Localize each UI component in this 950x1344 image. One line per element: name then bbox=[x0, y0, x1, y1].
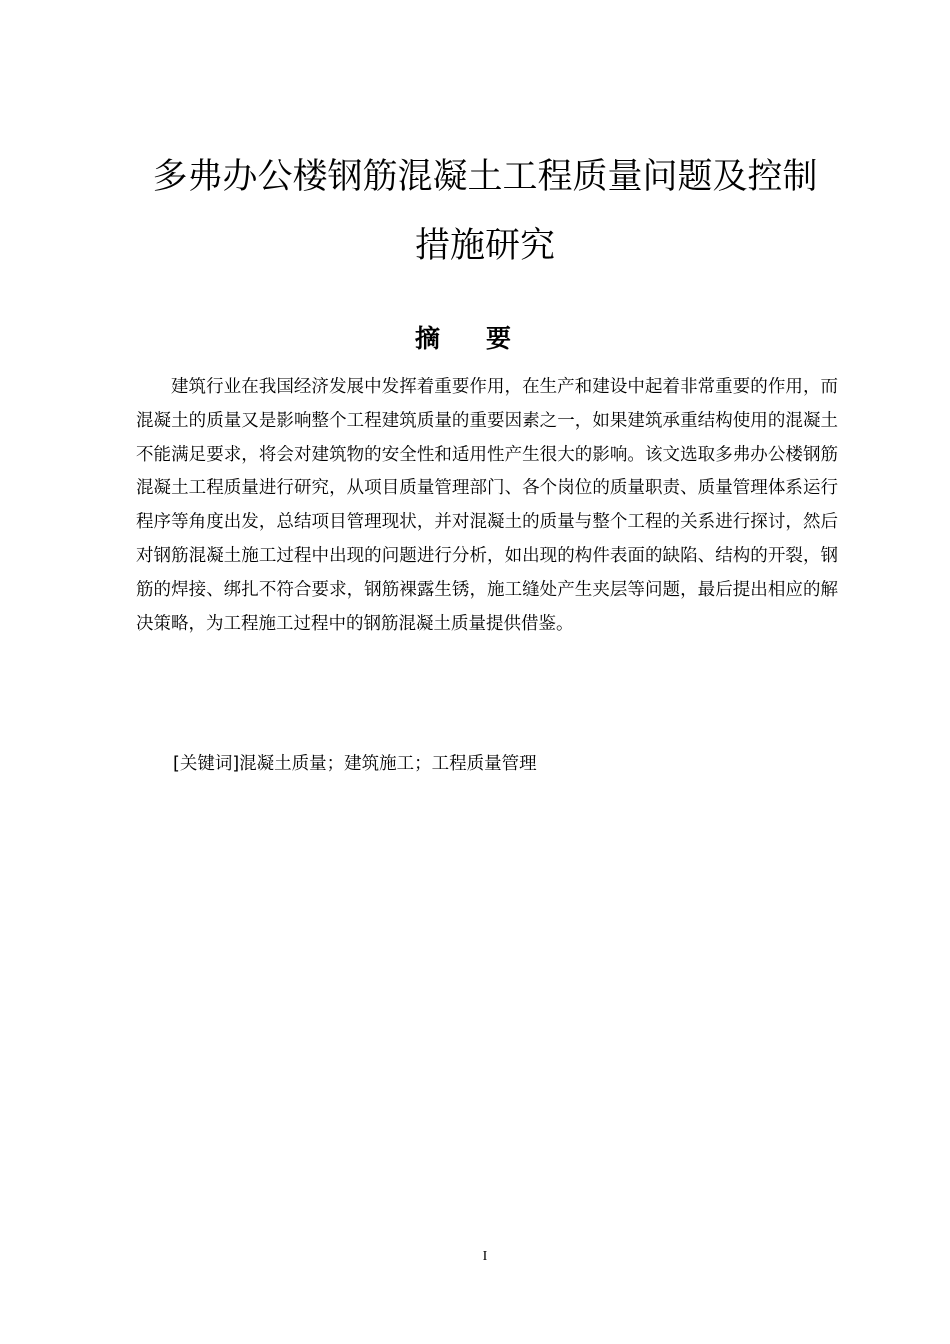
paper-title-line-1: 多弗办公楼钢筋混凝土工程质量问题及控制 bbox=[152, 157, 818, 197]
keywords-text: 混凝土质量；建筑施工；工程质量管理 bbox=[239, 754, 537, 774]
paper-title-line-2: 措施研究 bbox=[414, 226, 555, 266]
keywords-line bbox=[173, 749, 537, 779]
page-number: I bbox=[482, 1249, 488, 1264]
keywords-label: [关键词] bbox=[173, 754, 240, 774]
abstract-body: 建筑行业在我国经济发展中发挥着重要作用，在生产和建设中起着非常重要的作用，而混凝土的质量又是影响整个工程建筑质量的重要因素之一，如果建筑承重结构使用的混凝土不能满足要求，将会对建筑物的安全性和适用性产生很大的影响。该文选取多弗办公楼钢筋混凝土工程质量进行研究，从项目质量管理部门、各个岗位的质量职责、质量管理体系运行程序等角度出发，总结项目管理现状，并对混凝土的质量与整个工程的关系进行探讨，然后对钢筋混凝土施工过程中出现的问题进行分析，如出现的构件表面的缺陷、结构的开裂，钢筋的焊接、绑扎不符合要求，钢筋裸露生锈，施工缝处产生夹层等问题，最后提出相应的解决策略，为工程施工过程中的钢筋混凝土质量提供借鉴。 bbox=[136, 377, 838, 634]
abstract-heading: 摘要 bbox=[414, 324, 557, 353]
